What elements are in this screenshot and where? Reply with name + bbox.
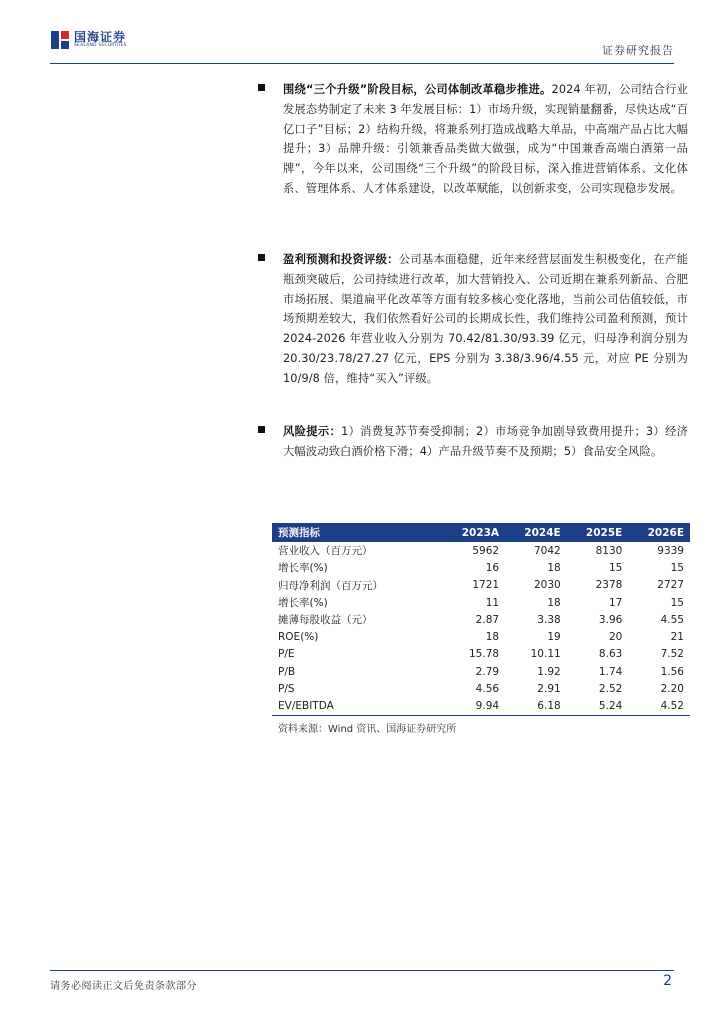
section-heading: 盈利预测和投资评级：: [283, 253, 399, 266]
table-cell: 1.92: [537, 665, 561, 678]
section-body: 1）消费复苏节奏受抑制；2）市场竞争加剧导致费用提升；3）经济大幅波动致白酒价格下滑；4）产品升级节奏不及预期；5）食品安全风险。: [283, 425, 688, 458]
table-cell: 9339: [657, 544, 684, 557]
header-divider: [50, 63, 674, 64]
table-row: [272, 594, 690, 611]
section-heading: 围绕“三个升级”阶段目标，公司体制改革稳步推进。: [283, 83, 552, 96]
table-cell: 增长率(%): [278, 562, 328, 575]
logo-english-name: SEALAND SECURITIES: [74, 43, 127, 49]
page-number: 2: [663, 973, 672, 989]
table-cell: 4.56: [475, 683, 500, 696]
table-header-cell: 2024E: [524, 526, 561, 539]
table-cell: 10.11: [530, 648, 561, 661]
section-heading: 风险提示：: [283, 425, 342, 438]
forecast-table-container: [272, 523, 690, 735]
table-cell: 20: [608, 631, 623, 644]
section-forecast: [283, 250, 688, 389]
section-body: 2024 年初，公司结合行业发展态势制定了未来 3 年发展目标：1）市场升级，实现销量翻番，尽快达成“百亿口子”目标；2）结构升级，将兼系列打造成战略大单品，中高端产品占比大幅提升；3）品牌升级：引领兼香品类做大做强，成为“中国兼香高端白酒第一品牌”，今年以来，公司围绕“三个升级”的阶段目标，深入推进营销体系、文化体系、管理体系、人才体系建设，以改革赋能，以创新求变，公司实现稳步发展。: [283, 83, 688, 195]
table-cell: 18: [547, 561, 561, 574]
table-header-cell: 2023A: [461, 526, 500, 539]
table-cell: 2.91: [537, 683, 561, 696]
table-cell: 15: [608, 561, 623, 574]
section-paragraph: [283, 80, 688, 199]
table-cell: 17: [608, 596, 623, 609]
table-cell: 8.63: [598, 648, 623, 661]
table-cell: 营业收入（百万元）: [278, 545, 373, 558]
table-cell: 18: [547, 596, 561, 609]
table-cell: 2.20: [660, 683, 684, 696]
table-row: [272, 577, 690, 594]
square-bullet-icon: [258, 84, 265, 91]
table-row: [272, 559, 690, 576]
table-cell: 4.55: [660, 613, 684, 626]
table-cell: 5.24: [567, 698, 629, 716]
table-cell: 9.94: [442, 698, 505, 716]
table-cell: 15: [670, 596, 684, 609]
table-cell: 摊薄每股收益（元）: [278, 614, 373, 627]
table-header-row: [272, 523, 690, 542]
table-cell: 8130: [595, 544, 623, 557]
table-cell: 2.87: [475, 613, 500, 626]
section-reform: [283, 80, 688, 199]
table-cell: 21: [670, 631, 684, 644]
table-cell: 1.74: [598, 665, 623, 678]
table-cell: 16: [485, 561, 500, 574]
table-cell: 归母净利润（百万元）: [278, 579, 383, 592]
section-risk: [283, 422, 688, 462]
footer-disclaimer: 请务必阅读正文后免责条款部分: [50, 981, 197, 992]
section-paragraph: [283, 422, 688, 462]
company-logo: [50, 30, 127, 50]
table-cell: 15: [670, 561, 684, 574]
page-header: [50, 30, 674, 60]
section-paragraph: [283, 250, 688, 389]
table-cell: 3.38: [537, 613, 561, 626]
table-cell: 2727: [657, 579, 684, 592]
table-header-cell: 2026E: [647, 526, 684, 539]
footer-divider: [50, 970, 674, 971]
table-cell: 2378: [595, 579, 623, 592]
table-row: [272, 680, 690, 697]
table-cell: 5962: [472, 544, 500, 557]
table-cell: 6.18: [505, 698, 567, 716]
table-cell: 2.52: [598, 683, 623, 696]
report-type-title: 证券研究报告: [602, 44, 674, 57]
section-body: 公司基本面稳健，近年来经营层面发生积极变化，在产能瓶颈突破后，公司持续进行改革，加大营销投入、公司近期在兼系列新品、合肥市场拓展、渠道扁平化改革等方面有较多核心变化落地，当前公司估值较低，市场预期差较大，我们依然看好公司的长期成长性，我们维持公司盈利预测，预计 2024-2026 年营业收入分别为 70.42/81.30/93.39 亿元，归母净利润分别为 20.30/23.78/27.27 亿元，EPS 分别为 3.38/3.96/4.55 元，对应 PE 分别为 10/9/8 倍，维持“买入”评级。: [283, 253, 688, 385]
square-bullet-icon: [258, 254, 265, 261]
table-row: [272, 646, 690, 663]
table-row: [272, 628, 690, 645]
forecast-table: [272, 523, 690, 716]
table-header-cell: 2025E: [585, 526, 623, 539]
table-cell: 11: [485, 596, 500, 609]
table-row: [272, 663, 690, 680]
table-row: [272, 542, 690, 559]
table-cell: 1721: [472, 579, 500, 592]
table-source-note: 资料来源：Wind 资讯、国海证券研究所: [278, 723, 457, 735]
table-cell: 7042: [533, 544, 561, 557]
table-cell: P/S: [278, 683, 295, 696]
table-cell: EV/EBITDA: [272, 698, 442, 716]
table-cell: 18: [485, 631, 500, 644]
table-cell: 增长率(%): [278, 597, 328, 610]
table-cell: 3.96: [598, 613, 623, 626]
table-cell: 1.56: [660, 665, 684, 678]
table-cell: 2030: [533, 579, 561, 592]
table-cell: P/B: [278, 665, 296, 678]
table-cell: 15.78: [469, 648, 500, 661]
table-cell: 4.52: [628, 698, 690, 716]
table-cell: 2.79: [475, 665, 500, 678]
table-cell: 19: [547, 631, 561, 644]
table-cell: ROE(%): [278, 631, 319, 644]
table-cell: P/E: [278, 648, 295, 661]
logo-mark-icon: [50, 30, 70, 50]
square-bullet-icon: [258, 426, 265, 433]
table-row: [272, 611, 690, 628]
table-header-cell: 预测指标: [278, 527, 320, 539]
table-row: [272, 698, 690, 716]
logo-chinese-name: 国海证券: [74, 30, 127, 45]
table-cell: 7.52: [660, 648, 684, 661]
